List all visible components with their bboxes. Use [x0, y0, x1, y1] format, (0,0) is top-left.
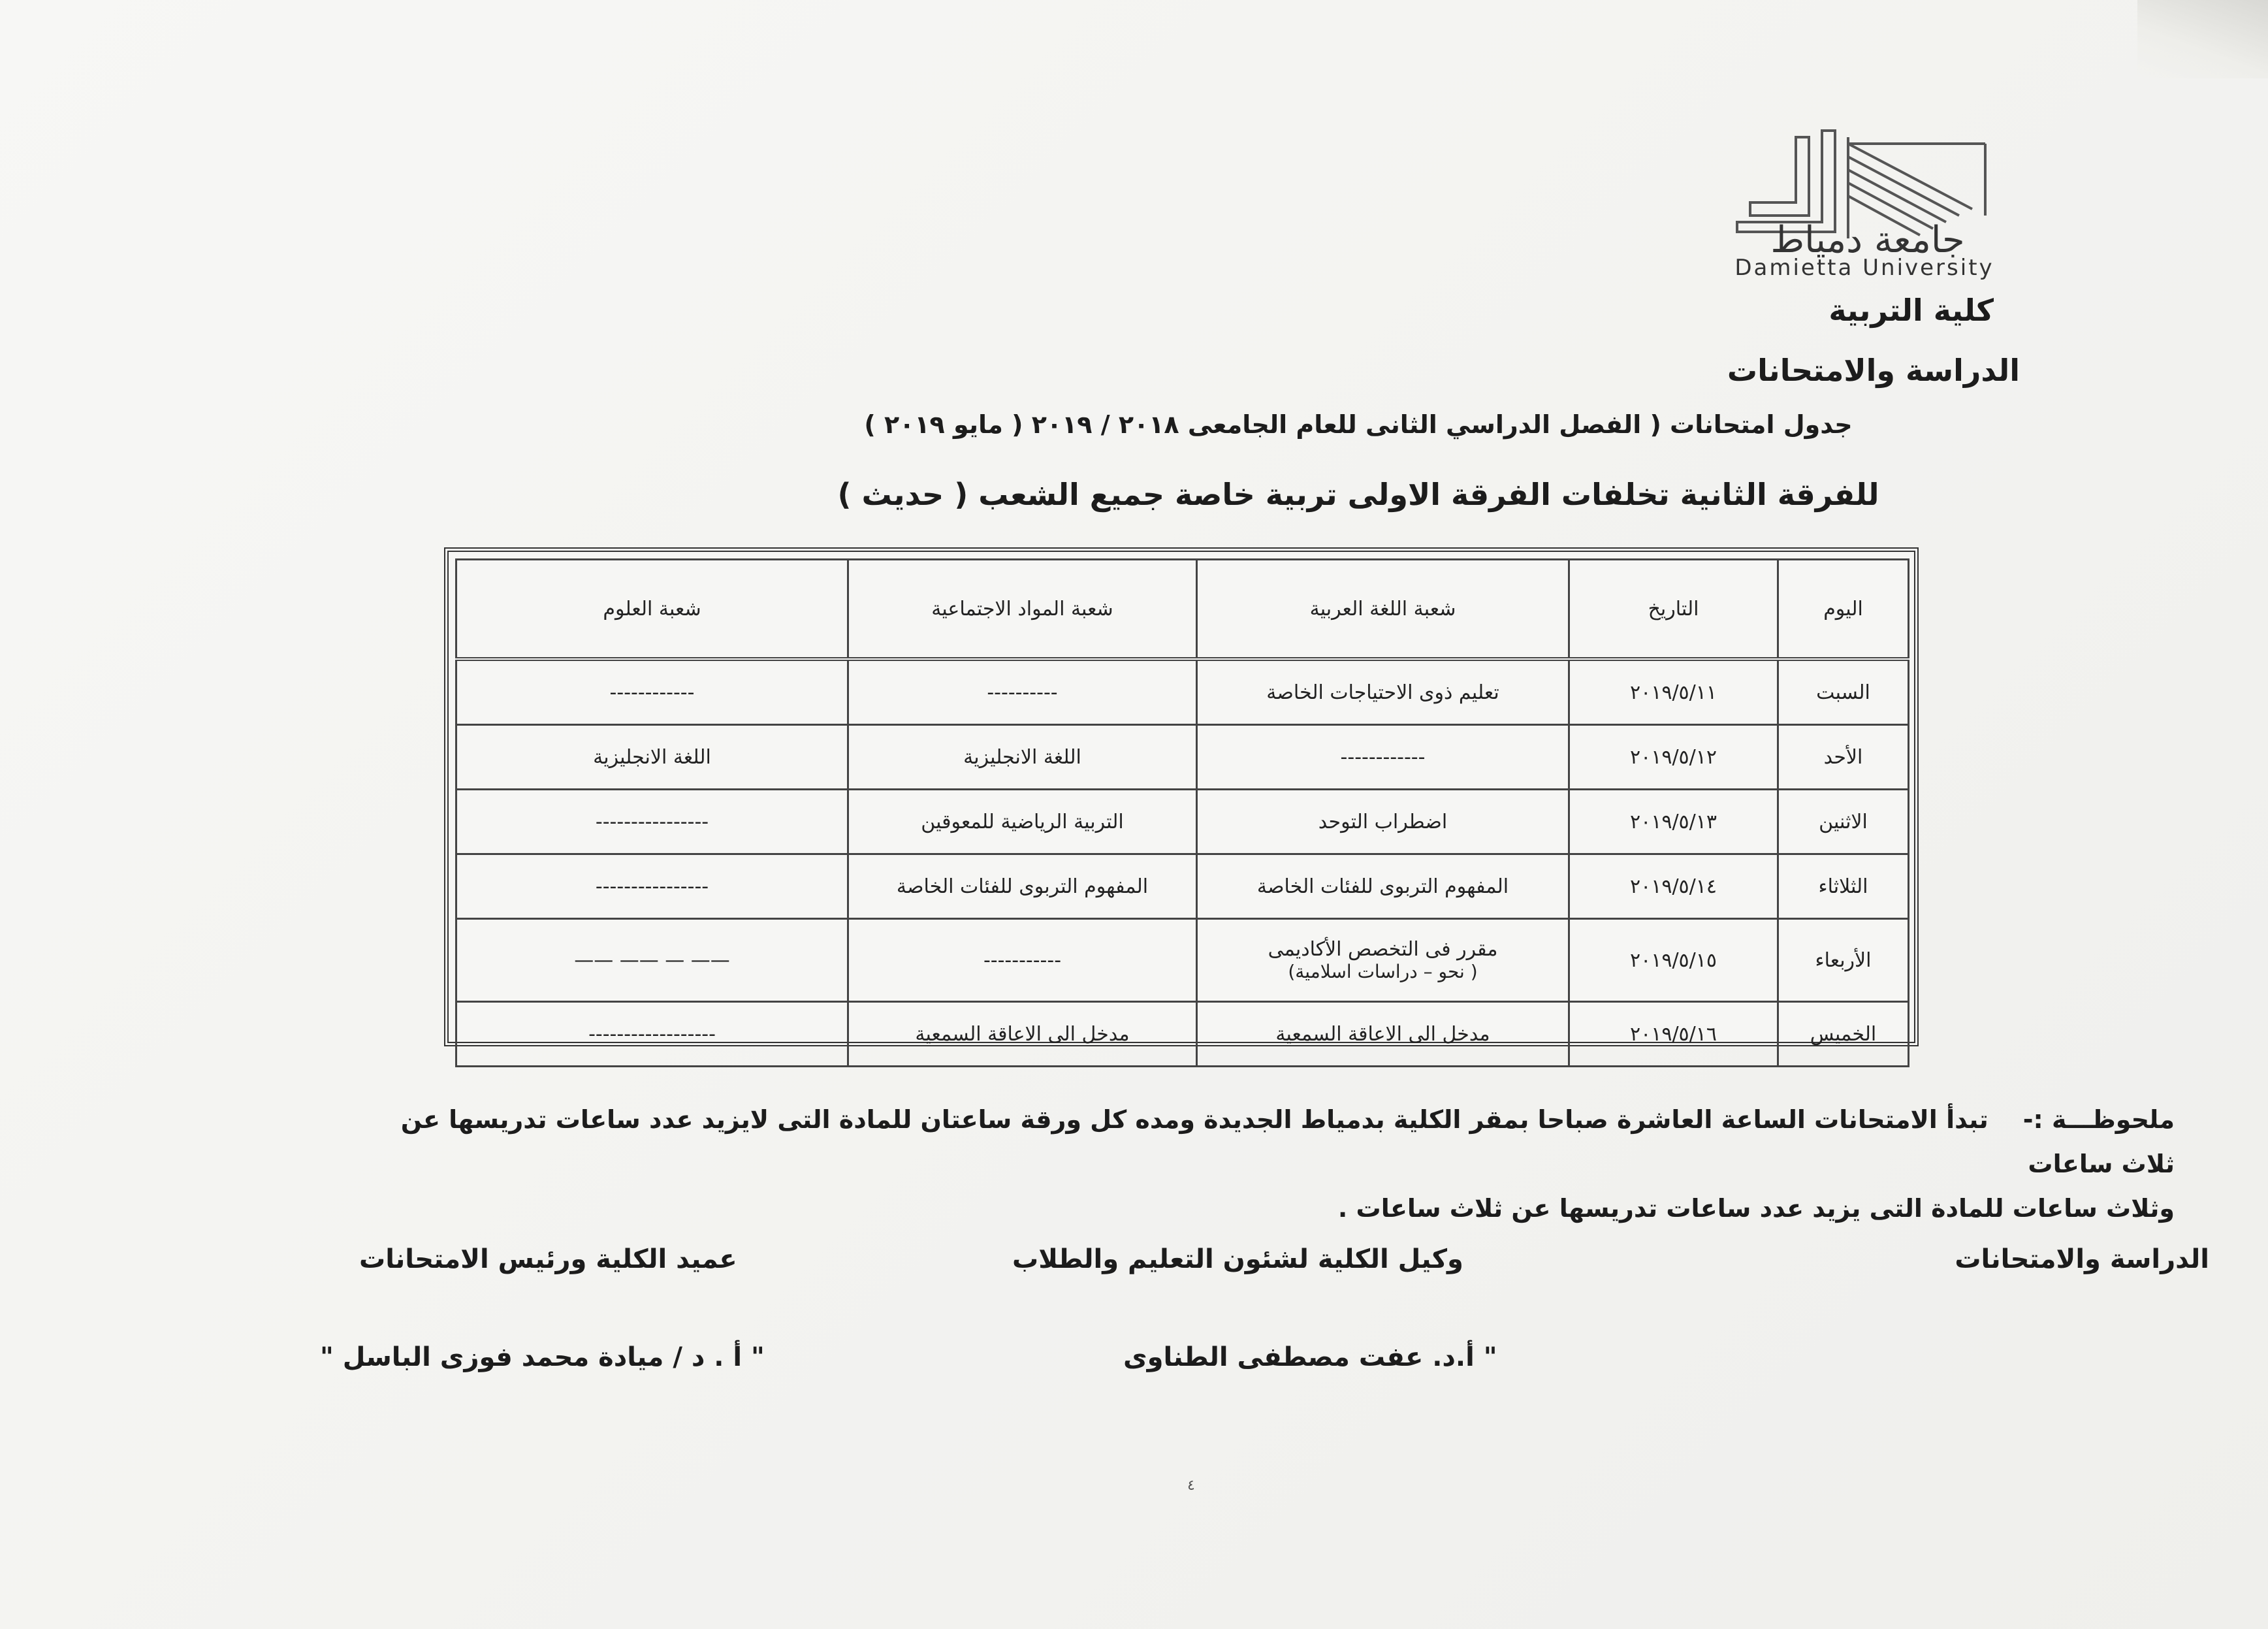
- table-row: [456, 854, 1909, 919]
- cell-science-subject: ----------------: [456, 790, 848, 854]
- schedule-subtitle: للفرقة الثانية تخلفات الفرقة الاولى تربية خاصة جميع الشعب ( حديث ): [837, 477, 1879, 512]
- note-line-2: وثلاث ساعات للمادة التى يزيد عدد ساعات تدريسها عن ثلاث ساعات .: [1337, 1194, 2175, 1223]
- cell-social-subject: المفهوم التربوى للفئات الخاصة: [848, 854, 1197, 919]
- cell-day: الثلاثاء: [1778, 854, 1909, 919]
- cell-science-subject: —— — —— ——: [456, 919, 848, 1002]
- cell-arabic-subject: ------------: [1197, 725, 1569, 790]
- cell-social-subject: مدخل الى الاعاقة السمعية: [848, 1002, 1197, 1067]
- cell-arabic-subject: تعليم ذوى الاحتياجات الخاصة: [1197, 659, 1569, 725]
- cell-arabic-subject: مدخل الى الاعاقة السمعية: [1197, 1002, 1569, 1067]
- faculty-name: كلية التربية: [1829, 293, 1994, 328]
- cell-science-subject: ------------: [456, 659, 848, 725]
- cell-date: ٢٠١٩/٥/١١: [1569, 659, 1778, 725]
- cell-date: ٢٠١٩/٥/١٢: [1569, 725, 1778, 790]
- cell-social-subject: ----------: [848, 659, 1197, 725]
- exam-note: [366, 1097, 2175, 1231]
- header-day: اليوم: [1778, 560, 1909, 660]
- cell-arabic-subject-detail: ( نحو – دراسات اسلامية): [1288, 961, 1478, 982]
- department-name: الدراسة والامتحانات: [1727, 353, 2020, 388]
- cell-science-subject: ------------------: [456, 1002, 848, 1067]
- cell-day: السبت: [1778, 659, 1909, 725]
- header-date: التاريخ: [1569, 560, 1778, 660]
- cell-social-subject: التربية الرياضية للمعوقين: [848, 790, 1197, 854]
- note-label: ملحوظـــة :-: [2022, 1105, 2175, 1134]
- cell-day: الخميس: [1778, 1002, 1909, 1067]
- cell-science-subject: ----------------: [456, 854, 848, 919]
- cell-day: الأحد: [1778, 725, 1909, 790]
- exam-schedule-table: [455, 558, 1909, 1067]
- signature-role-exams-office: الدراسة والامتحانات: [1955, 1244, 2209, 1274]
- table-row: [456, 659, 1909, 725]
- header-arabic-division: شعبة اللغة العربية: [1197, 560, 1569, 660]
- cell-date: ٢٠١٩/٥/١٣: [1569, 790, 1778, 854]
- table-row: [456, 725, 1909, 790]
- logo-english-text: Damietta University: [1734, 255, 1994, 281]
- table-row: [456, 1002, 1909, 1067]
- signature-role-dean: عميد الكلية ورئيس الامتحانات: [359, 1244, 737, 1274]
- cell-social-subject: اللغة الانجليزية: [848, 725, 1197, 790]
- paper-corner-fold: [2137, 0, 2268, 78]
- cell-date: ٢٠١٩/٥/١٦: [1569, 1002, 1778, 1067]
- cell-arabic-subject-main: مقرر فى التخصص الأكاديمى: [1268, 938, 1498, 961]
- table-row: [456, 919, 1909, 1002]
- header-social-division: شعبة المواد الاجتماعية: [848, 560, 1197, 660]
- cell-arabic-subject: [1197, 919, 1569, 1002]
- cell-science-subject: اللغة الانجليزية: [456, 725, 848, 790]
- table-row: [456, 790, 1909, 854]
- exam-table-frame: [444, 547, 1919, 1046]
- table-header-row: [456, 560, 1909, 660]
- header-science-division: شعبة العلوم: [456, 560, 848, 660]
- cell-date: ٢٠١٩/٥/١٥: [1569, 919, 1778, 1002]
- signature-role-vice-dean: وكيل الكلية لشئون التعليم والطلاب: [1012, 1244, 1463, 1274]
- page-number: ٤: [1187, 1477, 1195, 1494]
- cell-day: الأربعاء: [1778, 919, 1909, 1002]
- cell-arabic-subject: المفهوم التربوى للفئات الخاصة: [1197, 854, 1569, 919]
- logo-arabic-text: جامعة دمياط: [1770, 219, 1965, 261]
- cell-social-subject: -----------: [848, 919, 1197, 1002]
- cell-date: ٢٠١٩/٥/١٤: [1569, 854, 1778, 919]
- signature-name-dean: " أ . د / ميادة محمد فوزى الباسل ": [320, 1342, 765, 1372]
- note-line-1: تبدأ الامتحانات الساعة العاشرة صباحا بمقر الكلية بدمياط الجديدة ومده كل ورقة ساعتان للمادة التى لايزيد عدد ساعات تدريسها عن ثلاث ساعات: [400, 1105, 2175, 1178]
- schedule-title: جدول امتحانات ( الفصل الدراسي الثانى للعام الجامعى ٢٠١٨ / ٢٠١٩ ( مايو ٢٠١٩ ): [864, 410, 1853, 439]
- cell-arabic-subject: اضطراب التوحد: [1197, 790, 1569, 854]
- signature-name-vice-dean: " أ.د. عفت مصطفى الطناوى: [1123, 1342, 1497, 1372]
- cell-day: الاثنين: [1778, 790, 1909, 854]
